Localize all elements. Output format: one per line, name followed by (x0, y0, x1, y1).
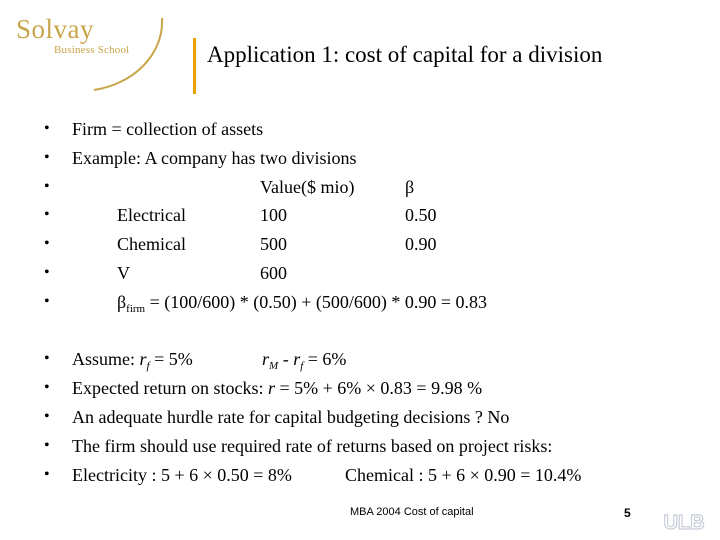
bullet: • (44, 264, 50, 281)
table-row-value: 600 (260, 263, 287, 283)
rf-value: = 5% (149, 349, 193, 369)
table-row-label: Electrical (117, 205, 186, 225)
beta-firm-formula (117, 291, 487, 320)
hurdle-line: An adequate hurdle rate for capital budgeting decisions ? No (72, 407, 510, 427)
assume-label: Assume: (72, 349, 140, 369)
rm-subscript: M (269, 360, 279, 372)
page-number: 5 (624, 506, 631, 520)
beta-subscript: firm (126, 303, 146, 315)
table-header-value: Value($ mio) (260, 177, 355, 197)
bullet: • (44, 120, 50, 137)
table-row-label: V (117, 263, 130, 283)
bullet: • (44, 235, 50, 252)
bullet: • (44, 178, 50, 195)
expected-return-line (72, 377, 482, 399)
bullet: • (44, 379, 50, 396)
table-row-value: 100 (260, 205, 287, 225)
table-row-value: 500 (260, 234, 287, 254)
rm-symbol: r (262, 349, 270, 369)
bullet: • (44, 149, 50, 166)
beta-symbol: β (117, 292, 127, 312)
bullet: • (44, 206, 50, 223)
electricity-line: Electricity : 5 + 6 × 0.50 = 8% (72, 465, 292, 485)
bullet: • (44, 293, 50, 310)
table-row-beta: 0.50 (405, 205, 437, 225)
expected-label: Expected return on stocks: (72, 378, 268, 398)
table-header-beta: β (405, 177, 415, 197)
logo-subtitle: Business School (54, 44, 130, 56)
chemical-line: Chemical : 5 + 6 × 0.90 = 10.4% (345, 465, 582, 485)
bullet: • (44, 437, 50, 454)
solvay-logo (14, 14, 174, 94)
logo-name: Solvay (16, 14, 95, 44)
bullet-text: Firm = collection of assets (72, 119, 264, 139)
slide-title: Application 1: cost of capital for a division (207, 42, 603, 67)
table-row-beta: 0.90 (405, 234, 437, 254)
firm-should-line: The firm should use required rate of returns based on project risks: (72, 436, 553, 456)
r-symbol: r (267, 378, 275, 398)
rf-subscript: f (300, 360, 304, 372)
title-accent-bar (193, 38, 196, 94)
formula-text: = (100/600) * (0.50) + (500/600) * 0.90 = 0.83 (145, 292, 488, 312)
assume-line (72, 348, 193, 377)
minus-sign: - (278, 349, 294, 369)
rf-subscript: f (146, 360, 150, 372)
premium-value: = 6% (303, 349, 347, 369)
ulb-logo-text: ULB (663, 512, 705, 534)
rf-symbol: r (293, 349, 301, 369)
bullet-text: Example: A company has two divisions (72, 148, 357, 168)
premium-line (262, 348, 346, 377)
ulb-logo (662, 508, 706, 534)
footer-text: MBA 2004 Cost of capital (350, 506, 474, 518)
rf-symbol: r (139, 349, 147, 369)
expected-formula: = 5% + 6% × 0.83 = 9.98 % (274, 378, 483, 398)
bullet: • (44, 408, 50, 425)
bullet: • (44, 350, 50, 367)
bullet: • (44, 466, 50, 483)
table-row-label: Chemical (117, 234, 186, 254)
